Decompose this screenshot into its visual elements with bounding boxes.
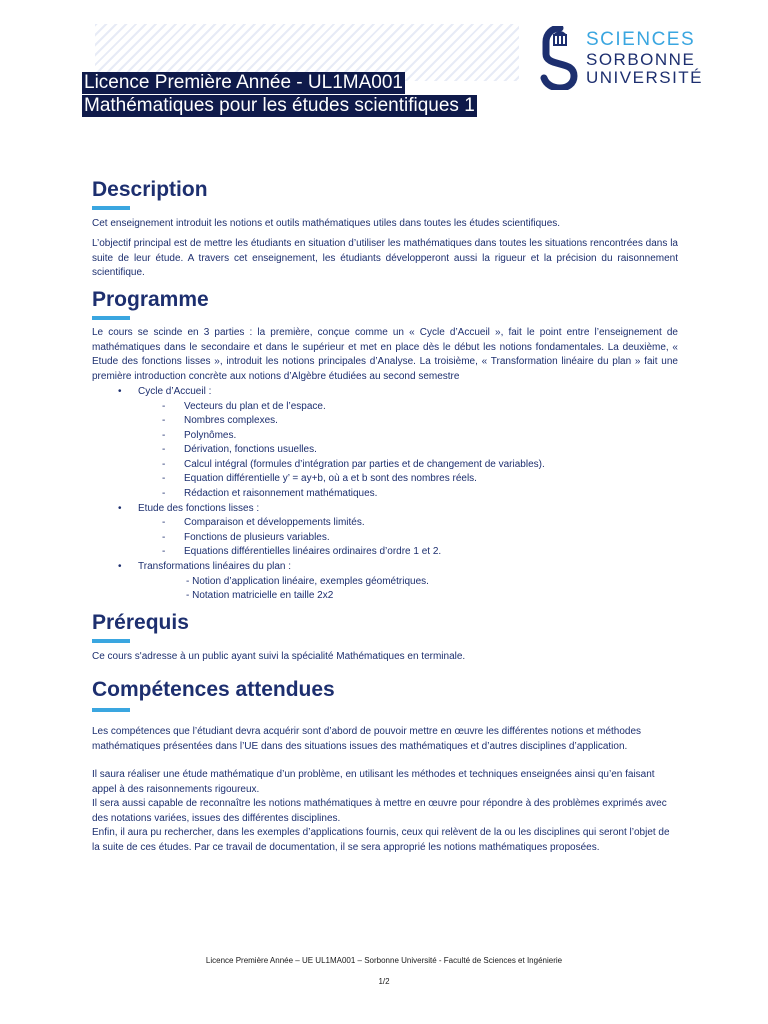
heading-underline bbox=[92, 639, 130, 643]
dash-icon: - bbox=[162, 517, 166, 528]
page-number: 1/2 bbox=[378, 977, 390, 986]
competences-paragraph-1: Les compétences que l’étudiant devra acquérir sont d’abord de pouvoir mettre en œuvre les différentes notions et méthodes mathématiques présentées dans l’UE dans des situations issues des mathématiques et d’autres disciplines d’application. bbox=[92, 726, 642, 752]
logo-line-sorbonne: SORBONNE bbox=[586, 50, 696, 69]
programme-intro: Le cours se scinde en 3 parties : la première, conçue comme un « Cycle d’Accueil », fait le point entre l’enseignement de mathématiques dans le secondaire et dans le supérieur et met en place dès le début les notions fondamentales. La deuxième, « Etude des fonctions lisses », introduit les notions principales d’Analyse. La troisième, « Transformation linéaire du plan » fait une première introduction concrète aux notions d’Algèbre étudiées au second semestre bbox=[92, 327, 678, 382]
page-footer: Licence Première Année – UE UL1MA001 – Sorbonne Université - Faculté de Sciences et Ingénierie bbox=[205, 956, 563, 965]
sorbonne-logo bbox=[540, 26, 704, 90]
bullet-icon: • bbox=[118, 503, 122, 514]
list-item: Equations différentielles linéaires ordinaires d’ordre 1 et 2. bbox=[184, 546, 442, 557]
dash-icon: - bbox=[162, 546, 166, 557]
competences-paragraph-2: Il saura réaliser une étude mathématique d’un problème, en utilisant les méthodes et techniques enseignées ainsi qu’en faisant appel à des raisonnements rigoureux. bbox=[92, 769, 655, 795]
list-item: - Notion d’application linéaire, exemples géométriques. bbox=[186, 576, 429, 587]
dash-icon: - bbox=[162, 415, 166, 426]
dash-icon: - bbox=[162, 488, 166, 499]
logo-line-sciences: SCIENCES bbox=[586, 29, 696, 50]
heading-underline bbox=[92, 708, 130, 712]
bullet-icon: • bbox=[118, 386, 122, 397]
course-title: Mathématiques pour les études scientifiques 1 bbox=[84, 95, 475, 116]
prerequis-text: Ce cours s'adresse à un public ayant suivi la spécialité Mathématiques en terminale. bbox=[92, 651, 466, 662]
heading-underline bbox=[92, 206, 130, 210]
heading-competences: Compétences attendues bbox=[92, 678, 335, 701]
dash-icon: - bbox=[162, 430, 166, 441]
dash-icon: - bbox=[162, 401, 166, 412]
dash-icon: - bbox=[162, 459, 166, 470]
competences-paragraph-3: Il sera aussi capable de reconnaître les notions mathématiques à mettre en œuvre pour répondre à des problèmes exprimés avec des notations variées, issues des différentes disciplines. bbox=[92, 798, 667, 824]
course-code-title: Licence Première Année - UL1MA001 bbox=[84, 72, 403, 93]
heading-programme: Programme bbox=[92, 288, 209, 311]
list-item: Fonctions de plusieurs variables. bbox=[184, 532, 330, 543]
list-item: Nombres complexes. bbox=[184, 415, 278, 426]
list-item: Rédaction et raisonnement mathématiques. bbox=[184, 488, 378, 499]
dash-icon: - bbox=[162, 532, 166, 543]
list-item: Vecteurs du plan et de l’espace. bbox=[184, 401, 326, 412]
heading-underline bbox=[92, 316, 130, 320]
logo-line-universite: UNIVERSITÉ bbox=[586, 68, 704, 87]
heading-description: Description bbox=[92, 178, 208, 201]
sorbonne-emblem-icon bbox=[540, 26, 580, 90]
bullet-icon: • bbox=[118, 561, 122, 572]
list-item: Calcul intégral (formules d’intégration par parties et de changement de variables). bbox=[184, 459, 545, 470]
list-item: Polynômes. bbox=[184, 430, 237, 441]
list-item: Dérivation, fonctions usuelles. bbox=[184, 444, 317, 455]
description-paragraph-1: Cet enseignement introduit les notions et outils mathématiques utiles dans toutes les études scientifiques. bbox=[92, 218, 561, 229]
part-title: Transformations linéaires du plan : bbox=[138, 561, 292, 572]
part-title: Etude des fonctions lisses : bbox=[138, 503, 260, 514]
list-item: Equation différentielle y’ = ay+b, où a et b sont des nombres réels. bbox=[184, 473, 477, 484]
dash-icon: - bbox=[162, 444, 166, 455]
dash-icon: - bbox=[162, 473, 166, 484]
competences-paragraph-4: Enfin, il aura pu rechercher, dans les exemples d’applications fournis, ceux qui relèvent de la ou les disciplines qui seront l’objet de la suite de ces études. Par ce travail de documentation, il se sera approprié les notions mathématiques proposées. bbox=[92, 827, 670, 853]
list-item: Comparaison et développements limités. bbox=[184, 517, 365, 528]
description-paragraph-2: L’objectif principal est de mettre les étudiants en situation d’utiliser les mathématiques dans toutes les situations rencontrées dans la suite de leur étude. A travers cet enseignement, les étudiants développeront aussi la rigueur et la précision du raisonnement scientifique. bbox=[92, 238, 678, 278]
list-item: - Notation matricielle en taille 2x2 bbox=[186, 590, 334, 601]
heading-prerequis: Prérequis bbox=[92, 611, 189, 634]
part-title: Cycle d’Accueil : bbox=[138, 386, 212, 397]
